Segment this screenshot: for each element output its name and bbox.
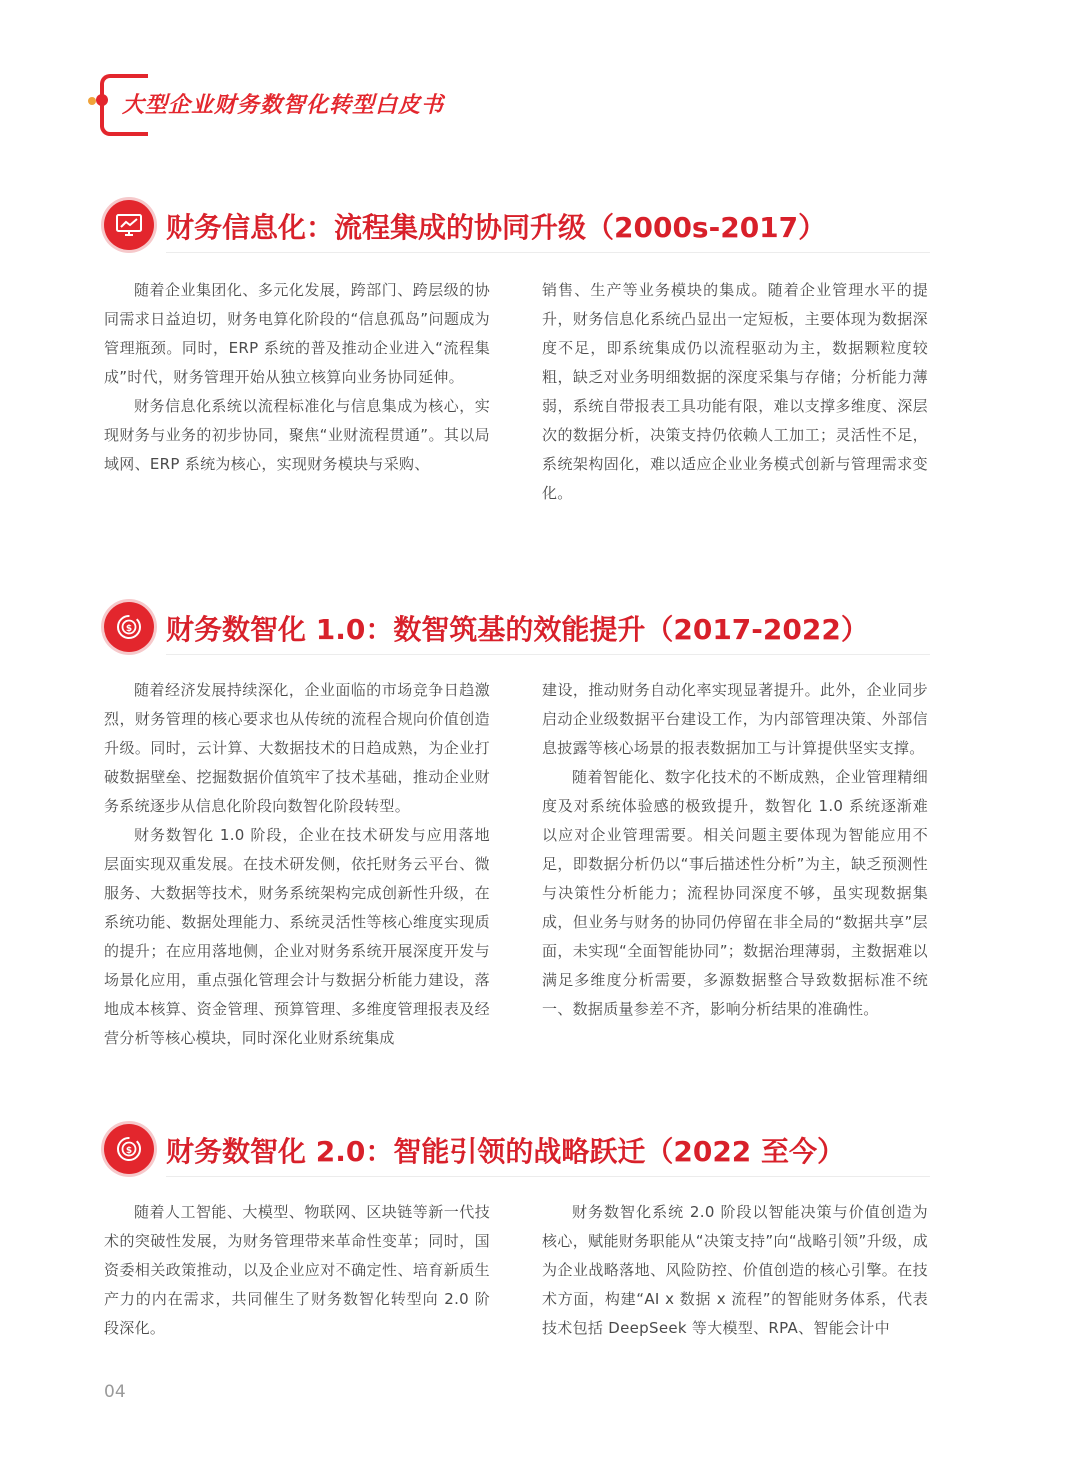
running-header [88,74,508,134]
page-number: 04 [104,1382,126,1402]
svg-text:$: $ [125,1146,133,1156]
section-divider [166,1176,930,1177]
paragraph: 建设，推动财务自动化率实现显著提升。此外，企业同步启动企业级数据平台建设工作，为内部管理决策、外部信息披露等核心场景的报表数据加工与计算提供坚实支撑。 [542,681,928,757]
section-divider [166,252,930,253]
coin-cycle-icon [104,602,154,652]
paragraph: 财务信息化系统以流程标准化与信息集成为核心，实现财务与业务的初步协同，聚焦“业财流程贯通”。其以局域网、ERP 系统为核心，实现财务模块与采购、 [104,397,490,473]
section-title: 财务数智化 1.0：数智筑基的效能提升（2017-2022） [166,613,869,646]
section-2-left-column [104,676,490,1053]
paragraph: 随着经济发展持续深化，企业面临的市场竞争日趋激烈，财务管理的核心要求也从传统的流程合规向价值创造升级。同时，云计算、大数据技术的日趋成熟，为企业打破数据壁垒、挖掘数据价值筑牢了技术基础，推动企业财务系统逐步从信息化阶段向数智化阶段转型。 [104,681,490,815]
section-3-right-column [542,1198,928,1343]
section-divider [166,654,930,655]
section-heading-2 [104,600,930,656]
coin-cycle-icon [104,1124,154,1174]
paragraph: 财务数智化系统 2.0 阶段以智能决策与价值创造为核心，赋能财务职能从“决策支持”向“战略引领”升级，成为企业战略落地、风险防控、价值创造的核心引擎。在技术方面，构建“AI x 数据 x 流程”的智能财务体系，代表技术包括 DeepSeek 等大模型、RPA、智能会计中 [542,1203,928,1337]
section-heading-3 [104,1122,930,1178]
svg-text:$: $ [125,624,133,634]
section-heading-1 [104,198,930,254]
monitor-chart-icon [104,200,154,250]
section-title: 财务信息化：流程集成的协同升级（2000s-2017） [166,211,827,244]
header-dot-icon [88,97,96,105]
section-3-left-column [104,1198,490,1343]
section-2-right-column [542,676,928,1024]
paragraph: 销售、生产等业务模块的集成。随着企业管理水平的提升，财务信息化系统凸显出一定短板，主要体现为数据深度不足，即系统集成仍以流程驱动为主，数据颗粒度较粗，缺乏对业务明细数据的深度采集与存储；分析能力薄弱，系统自带报表工具功能有限，难以支撑多维度、深层次的数据分析，决策支持仍依赖人工加工；灵活性不足，系统架构固化，难以适应企业业务模式创新与管理需求变化。 [542,281,928,502]
section-1-left-column [104,276,490,479]
section-title: 财务数智化 2.0：智能引领的战略跃迁（2022 至今） [166,1135,846,1168]
paragraph: 财务数智化 1.0 阶段，企业在技术研发与应用落地层面实现双重发展。在技术研发侧，依托财务云平台、微服务、大数据等技术，财务系统架构完成创新性升级，在系统功能、数据处理能力、系统灵活性等核心维度实现质的提升；在应用落地侧，企业对财务系统开展深度开发与场景化应用，重点强化管理会计与数据分析能力建设，落地成本核算、资金管理、预算管理、多维度管理报表及经营分析等核心模块，同时深化业财系统集成 [104,826,490,1047]
paragraph: 随着企业集团化、多元化发展，跨部门、跨层级的协同需求日益迫切，财务电算化阶段的“信息孤岛”问题成为管理瓶颈。同时，ERP 系统的普及推动企业进入“流程集成”时代，财务管理开始从独立核算向业务协同延伸。 [104,281,490,386]
document-title: 大型企业财务数智化转型白皮书 [122,93,445,118]
paragraph: 随着智能化、数字化技术的不断成熟，企业管理精细度及对系统体验感的极致提升，数智化 1.0 系统逐渐难以应对企业管理需要。相关问题主要体现为智能应用不足，即数据分析仍以“事后描述性分析”为主，缺乏预测性与决策性分析能力；流程协同深度不够，虽实现数据集成，但业务与财务的协同仍停留在非全局的“数据共享”层面，未实现“全面智能协同”；数据治理薄弱，主数据难以满足多维度分析需要，多源数据整合导致数据标准不统一、数据质量参差不齐，影响分析结果的准确性。 [542,768,928,1018]
section-1-right-column [542,276,928,508]
paragraph: 随着人工智能、大模型、物联网、区块链等新一代技术的突破性发展，为财务管理带来革命性变革；同时，国资委相关政策推动，以及企业应对不确定性、培育新质生产力的内在需求，共同催生了财务数智化转型向 2.0 阶段深化。 [104,1203,490,1337]
header-dot-icon [96,94,108,106]
